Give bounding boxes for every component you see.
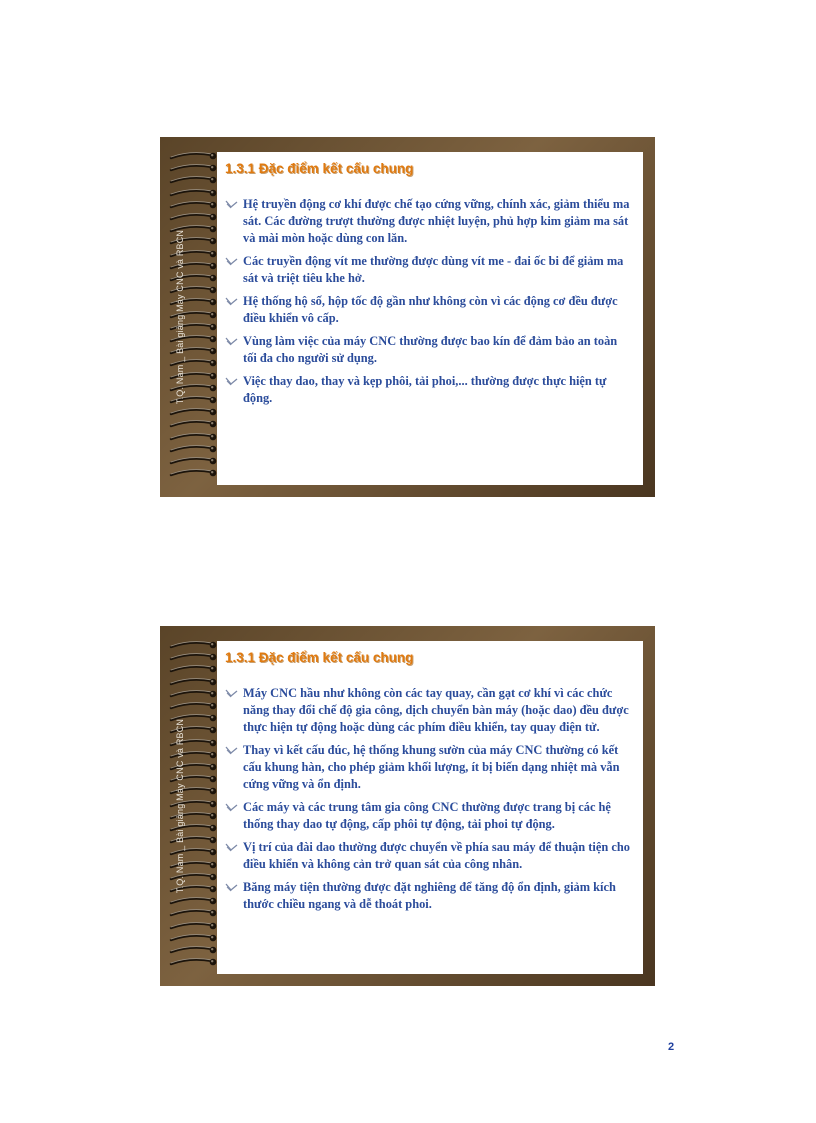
binding-ring: [168, 468, 218, 478]
slide-paper: [217, 641, 643, 974]
binding-ring: [168, 163, 218, 173]
binding-ring: [168, 957, 218, 967]
check-bullet-icon: [225, 198, 238, 211]
check-bullet-icon: [225, 744, 238, 757]
slide-1: [160, 137, 655, 497]
list-item: Hệ thống hộ số, hộp tốc độ gần như không còn vì các động cơ đều được điều khiển vô cấp.: [225, 293, 633, 327]
check-bullet-icon: [225, 375, 238, 388]
list-item: Việc thay dao, thay và kẹp phôi, tải phoi,... thường được thực hiện tự động.: [225, 373, 633, 407]
list-item: Máy CNC hầu như không còn các tay quay, cần gạt cơ khí vì các chức năng thay đổi chế độ gia công, dịch chuyển bàn máy (hoặc dao) đều được thực hiện tự động hoặc dùng các phím điều khiển, tay quay điện tử.: [225, 685, 633, 736]
list-item: Thay vì kết cấu đúc, hệ thống khung sườn của máy CNC thường có kết cấu khung hàn, cho phép giảm khối lượng, ít bị biến dạng nhiệt mà vẫn cứng vững và ổn định.: [225, 742, 633, 793]
check-bullet-icon: [225, 295, 238, 308]
side-label: T.Q. Nam _ Bài giảng Máy CNC và RBCN: [175, 229, 185, 405]
binding-ring: [168, 456, 218, 466]
check-bullet-icon: [225, 801, 238, 814]
slide-paper: [217, 152, 643, 485]
list-item: Vị trí của đài dao thường được chuyển về phía sau máy để thuận tiện cho điều khiển và không cản trở quan sát của công nhân.: [225, 839, 633, 873]
check-bullet-icon: [225, 687, 238, 700]
slide-2: [160, 626, 655, 986]
list-item: Vùng làm việc của máy CNC thường được bao kín để đảm bảo an toàn tối đa cho người sử dụng.: [225, 333, 633, 367]
bullet-list: [225, 685, 633, 919]
slide-title: 1.3.1 Đặc điểm kết cấu chung: [225, 161, 414, 176]
side-label: T.Q. Nam _ Bài giảng Máy CNC và RBCN: [175, 718, 185, 894]
binding-ring: [168, 652, 218, 662]
list-item: Băng máy tiện thường được đặt nghiêng để tăng độ ổn định, giảm kích thước chiều ngang và dễ thoát phoi.: [225, 879, 633, 913]
page-number: 2: [668, 1041, 675, 1053]
check-bullet-icon: [225, 335, 238, 348]
check-bullet-icon: [225, 255, 238, 268]
list-item: Các truyền động vít me thường được dùng vít me - đai ốc bi để giảm ma sát và triệt tiêu khe hở.: [225, 253, 633, 287]
binding-ring: [168, 151, 218, 161]
binding-ring: [168, 640, 218, 650]
binding-ring: [168, 945, 218, 955]
list-item: Hệ truyền động cơ khí được chế tạo cứng vững, chính xác, giảm thiểu ma sát. Các đường trượt thường được nhiệt luyện, phủ hợp kim giảm ma sát và mài mòn hoặc dùng con lăn.: [225, 196, 633, 247]
slide-title: 1.3.1 Đặc điểm kết cấu chung: [225, 650, 414, 665]
check-bullet-icon: [225, 881, 238, 894]
bullet-list: [225, 196, 633, 413]
check-bullet-icon: [225, 841, 238, 854]
list-item: Các máy và các trung tâm gia công CNC thường được trang bị các hệ thống thay dao tự động, cấp phôi tự động, tải phoi tự động.: [225, 799, 633, 833]
